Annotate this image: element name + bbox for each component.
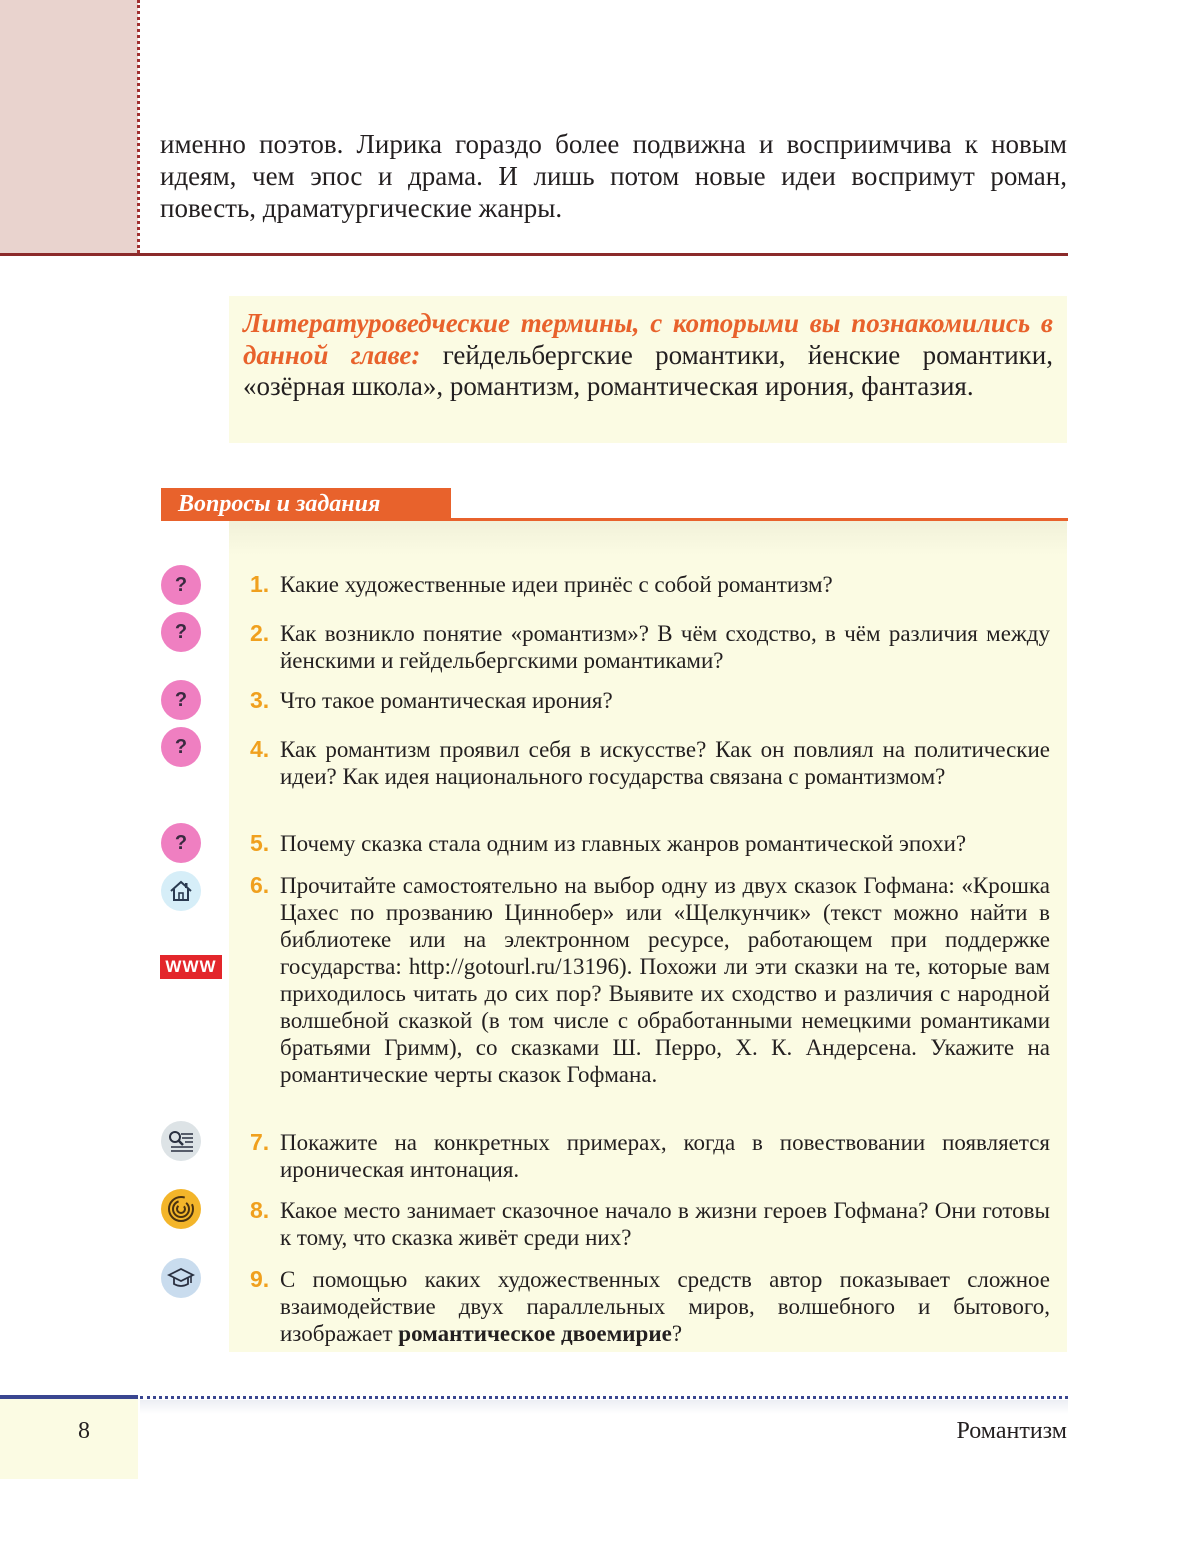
question-text: Какое место занимает сказочное начало в жизни героев Гофмана? Они готовы к тому, что сказка живёт среди них?	[280, 1198, 1050, 1250]
footer-shadow	[140, 1400, 1068, 1414]
question-text: Что такое романтическая ирония?	[280, 688, 613, 713]
question-text: Покажите на конкретных примерах, когда в повествовании появляется ироническая интонация.	[280, 1130, 1050, 1182]
maze-icon	[161, 1189, 201, 1229]
question-text: Как романтизм проявил себя в искусстве? Как он повлиял на политические идеи? Как идея национального государства связана с романтизмом?	[280, 737, 1050, 789]
question-number: 4.	[250, 736, 270, 762]
question-number: 1.	[250, 571, 270, 597]
question-text-part: ?	[671, 1321, 683, 1346]
footer-band	[0, 1399, 138, 1479]
home-icon	[161, 871, 201, 911]
question-text: Прочитайте самостоятельно на выбор одну из двух сказок Гофмана: «Крошка Цахес по прозванию Циннобер» или «Щелкунчик» (текст можно найти в библиотеке или на электронном ресурсе, работающем при поддержке государства: http://gotourl.ru/13196). Похожи ли эти сказки на те, которые вам приходилось читать до сих пор? Выявите их сходство и различия с народной волшебной сказкой (в том числе с обработанными немецкими романтиками братьями Гримм), со сказками Ш. Перро, Х. К. Андерсена. Укажите на романтические черты сказок Гофмана.	[280, 873, 1050, 1087]
question-text-part: С помощью каких художественных средств автор показывает сложное взаимодействие двух параллельных миров, волшебного и бытового, изображает	[280, 1267, 1050, 1346]
graduation-cap-icon	[161, 1258, 201, 1298]
term-highlight: романтическое двоемирие	[398, 1321, 672, 1346]
reading-icon	[161, 1121, 201, 1161]
terms-lead: Литературоведческие термины, с которыми вы познакомились в данной главе:	[243, 308, 1053, 370]
question-number: 2.	[250, 620, 270, 646]
question-text	[280, 1266, 1050, 1347]
question-text: Какие художественные идеи принёс с собой романтизм?	[280, 572, 833, 597]
margin-band	[0, 0, 138, 253]
question-icon: ?	[161, 727, 201, 767]
question-number: 6.	[250, 872, 270, 898]
question-item	[250, 571, 1050, 598]
question-number: 3.	[250, 687, 270, 713]
question-item	[250, 1197, 1050, 1251]
footer-dotted-rule	[140, 1396, 1068, 1399]
question-icon: ?	[161, 565, 201, 605]
question-number: 9.	[250, 1266, 270, 1292]
question-text: Почему сказка стала одним из главных жанров романтической эпохи?	[280, 831, 967, 856]
question-item	[250, 736, 1050, 790]
question-item	[250, 830, 1050, 857]
question-icon: ?	[161, 823, 201, 863]
question-number: 5.	[250, 830, 270, 856]
page-number: 8	[78, 1418, 90, 1444]
question-icon: ?	[161, 612, 201, 652]
question-item	[250, 687, 1050, 714]
question-text: Как возникло понятие «романтизм»? В чём сходство, в чём различия между йенскими и гейдельбергскими романтиками?	[280, 621, 1050, 673]
dotted-divider	[137, 0, 140, 253]
question-item	[250, 1129, 1050, 1183]
section-rule	[0, 253, 1068, 256]
running-title: Романтизм	[956, 1418, 1067, 1444]
question-item	[250, 1266, 1050, 1347]
question-icon: ?	[161, 680, 201, 720]
question-item	[250, 620, 1050, 674]
question-item	[250, 872, 1050, 1088]
terms-paragraph	[243, 308, 1053, 403]
questions-heading: Вопросы и задания	[161, 488, 451, 520]
question-number: 7.	[250, 1129, 270, 1155]
www-icon: WWW	[160, 955, 222, 979]
intro-paragraph: именно поэтов. Лирика гораздо более подвижна и восприимчива к новым идеям, чем эпос и драма. И лишь потом новые идеи воспримут роман, повесть, драматургические жанры.	[160, 129, 1067, 223]
question-number: 8.	[250, 1197, 270, 1223]
terms-list: гейдельбергские романтики, йенские романтики, «озёрная школа», романтизм, романтическая ирония, фантазия.	[243, 339, 1053, 401]
